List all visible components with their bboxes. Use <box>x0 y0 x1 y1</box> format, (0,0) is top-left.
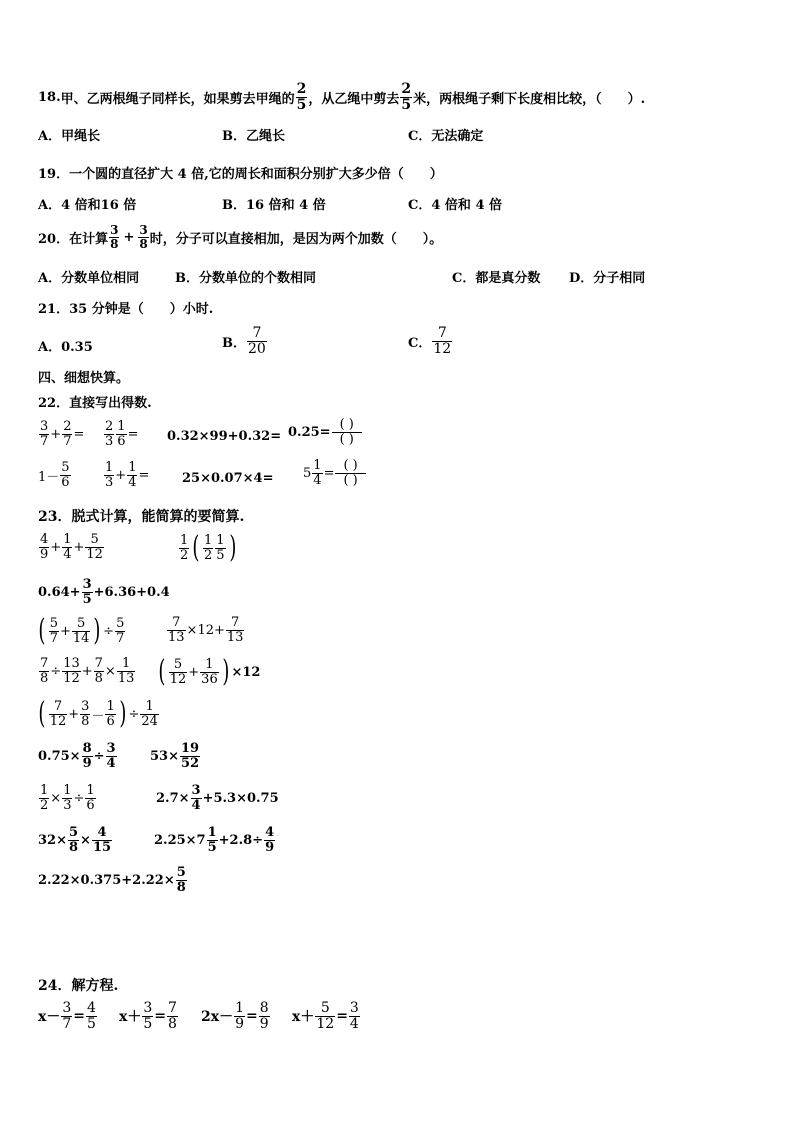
fraction: $\frac{3}{7}$ <box>62 1000 72 1032</box>
expr-lead: 0.64+ <box>38 584 81 600</box>
q19-option-c[interactable]: C．4 倍和 4 倍 <box>408 198 503 213</box>
operator: + <box>73 539 85 555</box>
q22-expr-6 <box>103 461 149 489</box>
operator: + <box>60 623 71 639</box>
q18-number: 18. <box>38 89 61 105</box>
question-21: 21．35 分钟是（ ）小时. <box>38 302 214 317</box>
fraction: $\frac{3}{4}$ <box>191 783 201 813</box>
fraction: $\frac{13}{12}$ <box>63 656 80 686</box>
q24-equation-2 <box>119 1001 179 1031</box>
q20-option-b[interactable]: B．分数单位的个数相同 <box>175 271 316 286</box>
expr-tail: +5.3×0.75 <box>202 790 279 806</box>
fraction: $\frac{3}{8}$ <box>81 698 90 729</box>
operator: + <box>50 426 62 442</box>
fraction: $\frac{5}{7}$ <box>49 615 58 646</box>
equals-sign: = <box>73 426 85 442</box>
fraction: $\frac{3}{8}$ <box>139 223 148 251</box>
q18-option-b[interactable]: B．乙绳长 <box>222 129 285 144</box>
fraction: $\frac{4}{9}$ <box>40 532 49 562</box>
left-paren: ( <box>192 530 200 565</box>
equals-sign: = <box>336 1008 348 1025</box>
fraction: $\frac{1}{3}$ <box>105 460 114 490</box>
expr-lead: 2.7× <box>156 790 190 806</box>
q22-expr-1 <box>38 420 84 448</box>
q23-expr-8a <box>38 826 113 854</box>
fraction: $\frac{5}{12}$ <box>86 532 103 562</box>
fraction: $\frac{7}{12}$ <box>433 325 452 357</box>
fraction: $\frac{7}{8}$ <box>94 656 103 686</box>
fraction: $\frac{1}{4}$ <box>313 458 322 488</box>
operator: +2.8÷ <box>218 832 264 848</box>
equals-sign: = <box>246 1008 258 1025</box>
q23-expr-1b <box>178 530 238 565</box>
q18-text-b: ，从乙绳中剪去 <box>308 91 400 107</box>
left-paren: ( <box>158 654 166 689</box>
fraction: $\frac{5}{8}$ <box>176 865 186 895</box>
question-23-title: 23．脱式计算，能简算的要简算. <box>38 509 245 525</box>
expr-lead: x＋ <box>119 1009 142 1026</box>
fraction: $\frac{1}{36}$ <box>201 656 218 687</box>
q21-option-a[interactable]: A．0.35 <box>38 340 93 355</box>
q23-expr-2 <box>38 578 170 606</box>
fraction: $\frac{5}{12}$ <box>169 656 187 687</box>
fraction: $\frac{2}{7}$ <box>63 419 72 449</box>
q23-expr-6b <box>150 742 201 770</box>
equals-sign: = <box>138 467 150 483</box>
q22-expr-3: 0.32×99+0.32= <box>167 429 282 444</box>
operator: + <box>50 539 62 555</box>
q19-option-b[interactable]: B．16 倍和 4 倍 <box>222 198 326 213</box>
q24-equation-4 <box>292 1001 361 1031</box>
fraction: $\frac{1}{24}$ <box>141 698 158 729</box>
q24-equation-1 <box>38 1001 98 1031</box>
q21-option-b-label: B． <box>222 335 246 351</box>
fraction: $\frac{1}{2}$ <box>180 532 189 563</box>
fraction: $\frac{1}{4}$ <box>63 532 72 562</box>
fraction: $\frac{7}{20}$ <box>248 325 266 357</box>
fraction: $\frac{8}{9}$ <box>259 1000 269 1032</box>
fraction: $\frac{1}{6}$ <box>86 783 95 813</box>
fraction: $\frac{2}{5}$ <box>296 81 307 113</box>
fraction: $\frac{7}{8}$ <box>40 656 49 686</box>
q22-expr-7: 25×0.07×4= <box>182 471 274 486</box>
section-heading: 四、细想快算。 <box>38 371 130 386</box>
fraction: $\frac{3}{4}$ <box>106 741 116 771</box>
fraction: $\frac{1}{5}$ <box>216 532 225 563</box>
fraction: $\frac{2}{5}$ <box>401 81 412 113</box>
q18-text-a: 甲、乙两根绳子同样长，如果剪去甲绳的 <box>60 91 295 107</box>
question-20 <box>38 224 442 250</box>
fraction: $\frac{1}{4}$ <box>128 460 137 490</box>
expr-tail: +6.36+0.4 <box>93 584 170 600</box>
fraction: $\frac{5}{14}$ <box>72 615 90 646</box>
answer-blank-fraction[interactable]: $\frac{( )}{( )}$ <box>332 418 362 446</box>
expr-lead: x＋ <box>292 1009 315 1026</box>
q23-expr-8b <box>154 826 276 854</box>
q21-option-c-label: C． <box>408 335 432 351</box>
question-22-title: 22．直接写出得数. <box>38 396 152 411</box>
fraction: $\frac{4}{5}$ <box>87 1000 96 1032</box>
fraction: $\frac{1}{2}$ <box>204 532 213 563</box>
fraction: $\frac{4}{9}$ <box>265 825 275 855</box>
q22-expr-8 <box>303 459 367 487</box>
left-paren: ( <box>38 613 46 648</box>
expr-lead: 53× <box>150 748 179 764</box>
operator: ÷ <box>50 663 62 679</box>
fraction: $\frac{1}{5}$ <box>207 825 217 855</box>
right-paren: ) <box>93 613 101 648</box>
equals-sign: = <box>154 1008 167 1025</box>
fraction: $\frac{2}{3}$ <box>105 419 114 449</box>
fraction: $\frac{1}{9}$ <box>235 1000 245 1032</box>
expr-lead: 0.75× <box>38 748 81 764</box>
operator: + <box>68 706 80 722</box>
right-paren: ) <box>119 696 127 731</box>
q20-option-a[interactable]: A．分数单位相同 <box>38 271 140 286</box>
q23-expr-5 <box>36 696 160 731</box>
q23-expr-7b <box>156 784 279 812</box>
expr-tail: ×12 <box>231 664 261 680</box>
question-19: 19．一个圆的直径扩大 4 倍,它的周长和面积分别扩大多少倍（ ） <box>38 167 443 182</box>
fraction: $\frac{1}{2}$ <box>40 783 49 813</box>
equals-sign: = <box>127 426 139 442</box>
q18-text-c: 米，两根绳子剩下长度相比较，（ ）. <box>413 91 646 107</box>
fraction: $\frac{5}{7}$ <box>116 615 125 646</box>
fraction: $\frac{3}{7}$ <box>40 419 49 449</box>
operator: + <box>81 663 93 679</box>
operator: × <box>80 832 91 848</box>
q18-option-a[interactable]: A．甲绳长 <box>38 129 101 144</box>
operator: － <box>91 708 105 724</box>
fraction: $\frac{1}{6}$ <box>117 419 126 449</box>
operator: × <box>50 790 62 806</box>
question-18 <box>38 82 645 112</box>
right-paren: ) <box>228 530 236 565</box>
operator: ÷ <box>73 790 85 806</box>
q23-expr-1a <box>38 533 105 561</box>
fraction: $\frac{3}{5}$ <box>143 1000 153 1032</box>
left-paren: ( <box>38 696 46 731</box>
expr-lead: 2x－ <box>201 1009 234 1026</box>
fraction: $\frac{7}{8}$ <box>168 1000 177 1032</box>
fraction: $\frac{3}{4}$ <box>349 1000 359 1032</box>
q23-expr-3a <box>36 613 126 648</box>
fraction: $\frac{8}{9}$ <box>82 741 92 771</box>
operator: ÷ <box>103 623 115 639</box>
operator: + <box>188 664 200 680</box>
whole-number: 5 <box>303 465 312 481</box>
fraction: $\frac{5}{12}$ <box>316 1000 335 1032</box>
operator: ×12+ <box>186 622 225 638</box>
q20-option-c[interactable]: C．都是真分数 <box>452 271 541 286</box>
fraction: $\frac{4}{15}$ <box>92 825 112 855</box>
q21-option-c[interactable] <box>408 326 453 356</box>
fraction: $\frac{5}{6}$ <box>61 460 70 490</box>
fraction: $\frac{1}{3}$ <box>63 783 72 813</box>
equals-sign: = <box>73 1008 86 1025</box>
equals-sign: = <box>323 465 335 481</box>
q22-expr-4 <box>288 418 363 446</box>
answer-blank-fraction[interactable]: $\frac{( )}{( )}$ <box>335 459 365 487</box>
q19-option-a[interactable]: A．4 倍和16 倍 <box>38 198 137 213</box>
fraction: $\frac{7}{13}$ <box>226 615 244 645</box>
plus-sign: + <box>123 229 135 245</box>
q23-expr-4a <box>38 657 136 685</box>
q23-expr-9 <box>38 866 188 894</box>
q21-option-b[interactable] <box>222 326 268 356</box>
q20-text-b: 时，分子可以直接相加，是因为两个加数（ ）。 <box>149 231 443 247</box>
operator: ÷ <box>93 748 105 764</box>
operator: × <box>104 663 116 679</box>
expr-lead: 2.22×0.375+2.22× <box>38 872 175 888</box>
expr-lead: 32× <box>38 832 67 848</box>
q20-text-a: 20．在计算 <box>38 231 109 247</box>
expr-lead: 1－ <box>38 469 60 485</box>
q20-option-d[interactable]: D．分子相同 <box>569 271 646 286</box>
fraction: $\frac{5}{8}$ <box>68 825 79 855</box>
question-24-title: 24．解方程. <box>38 978 119 994</box>
q24-equation-3 <box>201 1001 271 1031</box>
fraction: $\frac{3}{5}$ <box>82 577 92 607</box>
q22-expr-2 <box>103 420 138 448</box>
fraction: $\frac{7}{12}$ <box>49 698 67 729</box>
q23-expr-6a <box>38 742 118 770</box>
expr-lead: x－ <box>38 1009 61 1026</box>
q23-expr-3b <box>166 616 245 644</box>
fraction: $\frac{3}{8}$ <box>110 223 119 251</box>
fraction: $\frac{1}{6}$ <box>106 698 115 729</box>
q23-expr-7a <box>38 784 97 812</box>
q22-expr-5 <box>38 461 72 489</box>
fraction: $\frac{1}{13}$ <box>117 656 135 686</box>
q23-expr-4b <box>156 654 261 689</box>
fraction: $\frac{7}{13}$ <box>168 615 185 645</box>
operator: ÷ <box>128 706 140 722</box>
expr-lead: 0.25= <box>288 424 331 440</box>
operator: + <box>115 467 127 483</box>
fraction: $\frac{19}{52}$ <box>180 741 200 771</box>
q18-option-c[interactable]: C．无法确定 <box>408 129 484 144</box>
right-paren: ) <box>222 654 230 689</box>
expr-lead: 2.25×7 <box>154 832 206 848</box>
